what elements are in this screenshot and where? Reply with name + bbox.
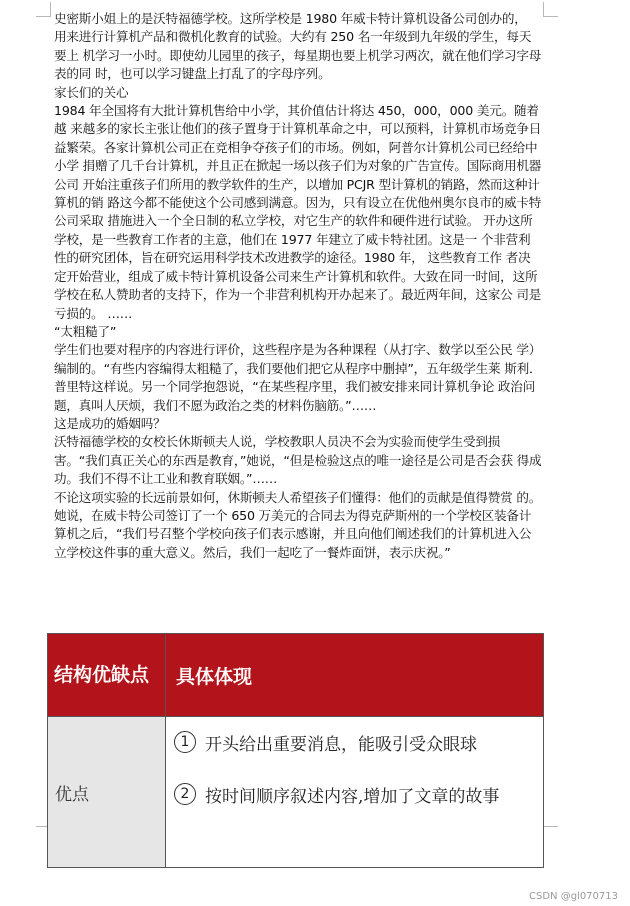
crop-mark-bottom-right bbox=[543, 826, 558, 841]
crop-mark-top-right bbox=[543, 2, 558, 17]
header-cell-details: 具体体现 bbox=[166, 634, 544, 717]
details-cell bbox=[166, 717, 544, 868]
table-row bbox=[48, 717, 544, 868]
watermark: CSDN @gl070713 bbox=[529, 891, 618, 902]
header-cell-pros-cons: 结构优缺点 bbox=[48, 634, 166, 717]
section-heading-parents: 家长们的关心 bbox=[54, 84, 129, 100]
structure-table bbox=[47, 633, 544, 868]
article-body bbox=[54, 10, 542, 562]
paragraph-5: 不论这项实验的长远前景如何，休斯顿夫人希望孩子们懂得：他们的贡献是值得赞赏 的。她说，在威卡特公司签订了一个 650 万美元的合同去为得克萨斯州的一个学校区装备计 算机之后，“我们号召整个学校向孩子们表示感谢，并且向他们阐述我们的计算机进入公 立学校这件事的重大意义。然后，我们一起吃了一餐炸面饼，表示庆祝。” bbox=[54, 489, 542, 560]
row-label-pros: 优点 bbox=[48, 717, 166, 868]
list-item-text: 按时间顺序叙述内容,增加了文章的故事 bbox=[205, 786, 500, 807]
section-heading-marriage: 这是成功的婚姻吗？ bbox=[54, 415, 166, 431]
table-header-row bbox=[48, 634, 544, 717]
paragraph-1: 史密斯小姐上的是沃特福德学校。这所学校是 1980 年威卡特计算机设备公司创办的， 用来进行计算机产品和微机化教育的试验。大约有 250 名一年级到九年级的学生，每天要上 机学习一小时。即使幼儿园里的孩子，每星期也要上机学习两次，就在他们学习字母表的同 时，也可以学习键盘上打乱了的字母序列。 bbox=[54, 11, 542, 82]
paragraph-2: 1984 年全国将有大批计算机售给中小学，其价值估计将达 450，000，000 美元。随着越 来越多的家长主张让他们的孩子置身于计算机革命之中，可以预料，计算机市场竞争日益繁荣。各家计算机公司正在竞相争夺孩子们的市场。例如，阿普尔计算机公司已经给中小学 捐赠了几千台计算机，并且正在掀起一场以孩子们为对象的广告宣传。国际商用机器公司 开始注重孩子们所用的教学软件的生产，以增加 PCJR 型计算机的销路，然而这种计算机的销 路这今都不能使这个公司感到满意。因为，只有设立在优他州奥尔良市的威卡特公司采取 措施进入一个全日制的私立学校，对它生产的软件和硬件进行试验。 开办这所学校，是一些教育工作者的主意，他们在 1977 年建立了威卡特社团。这是一 个非营利性的研究团体，旨在研究运用科学技术改进教学的途径。1980 年， 这些教育工作 者决定开始营业，组成了威卡特计算机设备公司来生产计算机和软件。大致在同一时间，这所学校在私人赞助者的支持下，作为一个非营利机构开办起来了。最近两年间，这家公 司是亏损的。 …… bbox=[54, 103, 542, 321]
circled-number-2: 2 bbox=[174, 783, 196, 805]
list-item-text: 开头给出重要消息，能吸引受众眼球 bbox=[205, 734, 477, 755]
paragraph-4: 沃特福德学校的女校长休斯顿夫人说，学校教职人员决不会为实验而使学生受到损 害。“我们真正关心的东西是教育，”她说，“但是检验这点的唯一途径是公司是否会获 得成功。我们不得不让工业和教育联姻。”…… bbox=[54, 434, 542, 487]
paragraph-3: 学生们也要对程序的内容进行评价，这些程序是为各种课程（从打字、数学以至公民 学）编制的。“有些内容编得太粗糙了，我们要他们把它从程序中删掉”，五年级学生莱 斯利．普里特这样说。另一个同学抱怨说，“在某些程序里，我们被安排来同计算机争论 政治问题，真叫人厌烦，我们不愿为政治之类的材料伤脑筋。”…… bbox=[54, 342, 542, 413]
list-item bbox=[174, 781, 543, 807]
section-heading-too-rough: “太粗糙了” bbox=[54, 323, 117, 339]
list-item bbox=[174, 729, 543, 755]
circled-number-1: 1 bbox=[174, 731, 196, 753]
crop-mark-top-left bbox=[36, 2, 51, 17]
